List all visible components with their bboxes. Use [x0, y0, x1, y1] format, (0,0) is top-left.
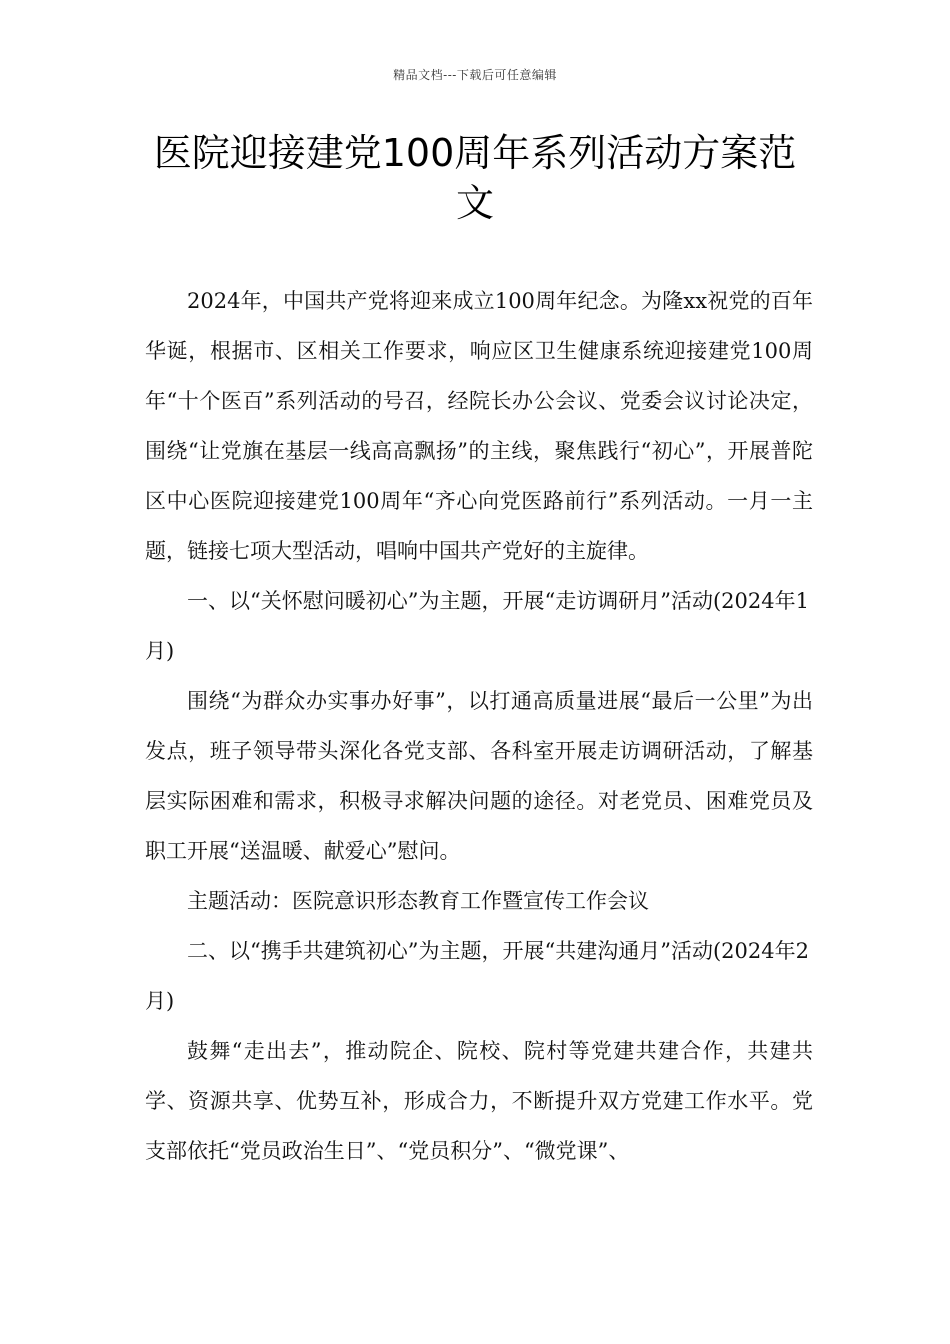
intro-paragraph: 2024年，中国共产党将迎来成立100周年纪念。为隆xx祝党的百年华诞，根据市、区相关工作要求，响应区卫生健康系统迎接建党100周年“十个医百”系列活动的号召，经院长办公会议、党委会议讨论决定，围绕“让党旗在基层一线高高飘扬”的主线，聚焦践行“初心”，开展普陀区中心医院迎接建党100周年“齐心向党医路前行”系列活动。一月一主题，链接七项大型活动，唱响中国共产党好的主旋律。 [145, 289, 813, 563]
document-title: 医院迎接建党100周年系列活动方案范文 [153, 131, 797, 225]
document-body [145, 276, 813, 1176]
section-2-paragraph: 鼓舞“走出去”，推动院企、院校、院村等党建共建合作，共建共学、资源共享、优势互补，形成合力，不断提升双方党建工作水平。党支部依托“党员政治生日”、“党员积分”、“微党课”、 [145, 1039, 813, 1163]
section-heading-1: 一、以“关怀慰问暖初心”为主题，开展“走访调研月”活动(2024年1月) [145, 589, 809, 663]
section-1-paragraph: 围绕“为群众办实事办好事”，以打通高质量进展“最后一公里”为出发点，班子领导带头深化各党支部、各科室开展走访调研活动，了解基层实际困难和需求，积极寻求解决问题的途径。对老党员、困难党员及职工开展“送温暖、献爱心”慰问。 [145, 689, 813, 863]
theme-activity-line: 主题活动：医院意识形态教育工作暨宣传工作会议 [187, 889, 649, 913]
page-header: 精品文档---下载后可任意编辑 [393, 68, 557, 82]
section-heading-2: 二、以“携手共建筑初心”为主题，开展“共建沟通月”活动(2024年2月) [145, 939, 809, 1013]
